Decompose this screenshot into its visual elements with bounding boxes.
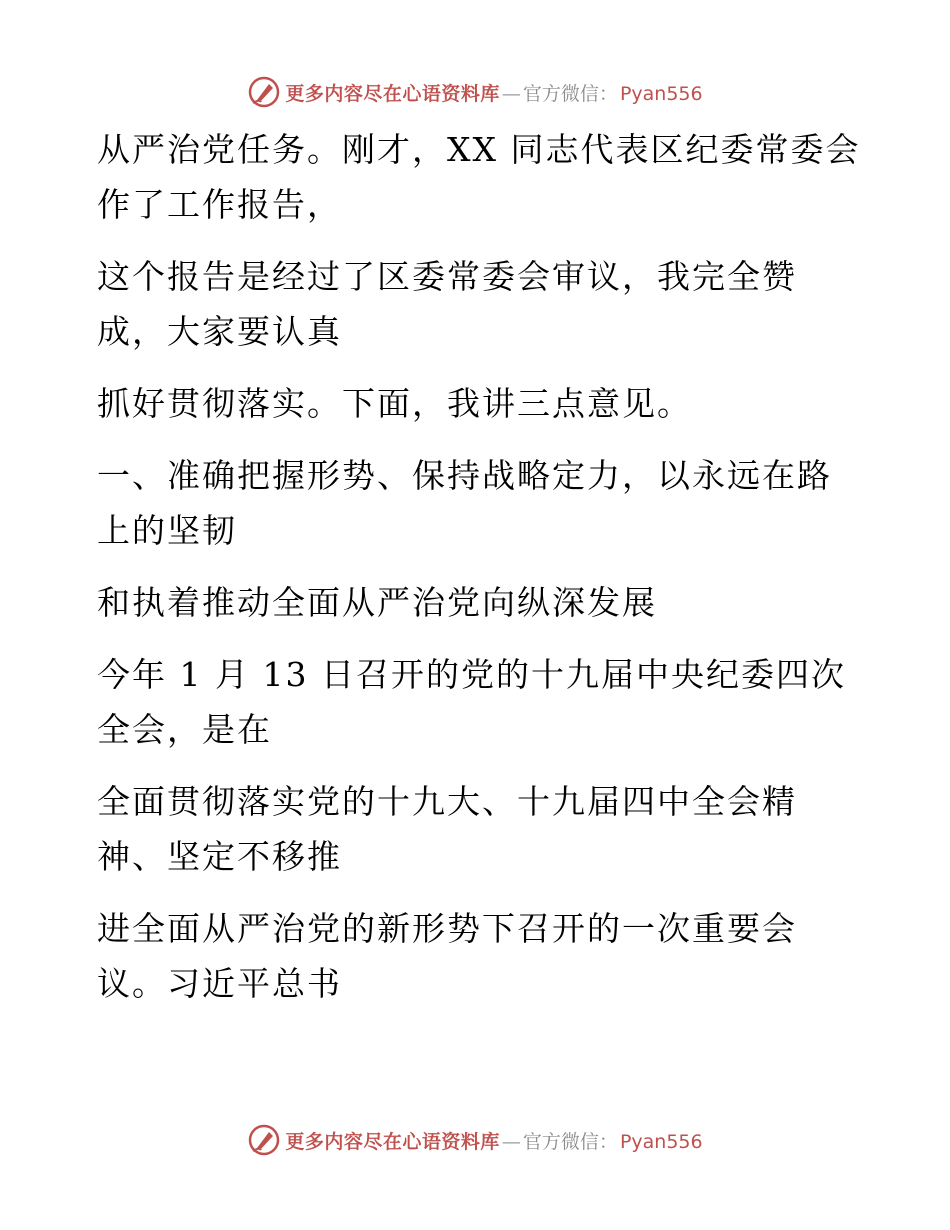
paragraph-line: 这个报告是经过了区委常委会审议，我完全赞 [97,257,797,296]
pen-nib-logo-icon [247,1123,281,1157]
paragraph-line: 全会，是在 [97,710,272,749]
watermark-brand: 更多内容尽在心语资料库 [285,1130,500,1153]
watermark-wechat-id: Pyan556 [619,82,703,105]
watermark-label: 官方微信： [522,82,618,105]
pen-nib-logo-icon [247,75,281,109]
paragraph-line: 成，大家要认真 [97,312,342,351]
document-body [97,122,861,1011]
paragraph-line: 今年 1 月 13 日召开的党的十九届中央纪委四次 [97,655,846,694]
paragraph-line: 神、坚定不移推 [97,837,342,876]
watermark-wechat-id: Pyan556 [619,1130,703,1153]
watermark-label: 官方微信： [522,1130,618,1153]
paragraph-line: 和执着推动全面从严治党向纵深发展 [97,583,657,622]
paragraph-line: 进全面从严治党的新形势下召开的一次重要会 [97,909,797,948]
watermark-text [285,1127,702,1154]
paragraph-line: 议。习近平总书 [97,964,342,1003]
paragraph-line: 从严治党任务。刚才，XX 同志代表区纪委常委会 [97,130,861,169]
paragraph-line: 作了工作报告， [97,185,342,224]
watermark-dash: — [501,82,521,105]
footer-watermark [0,1120,950,1160]
watermark-dash: — [501,1130,521,1153]
paragraph-line: 抓好贯彻落实。下面，我讲三点意见。 [97,384,692,423]
watermark-text [285,79,702,106]
header-watermark [0,72,950,112]
paragraph-line: 全面贯彻落实党的十九大、十九届四中全会精 [97,782,797,821]
watermark-brand: 更多内容尽在心语资料库 [285,82,500,105]
paragraph-line: 一、准确把握形势、保持战略定力，以永远在路 [97,456,832,495]
paragraph-line: 上的坚韧 [97,511,237,550]
